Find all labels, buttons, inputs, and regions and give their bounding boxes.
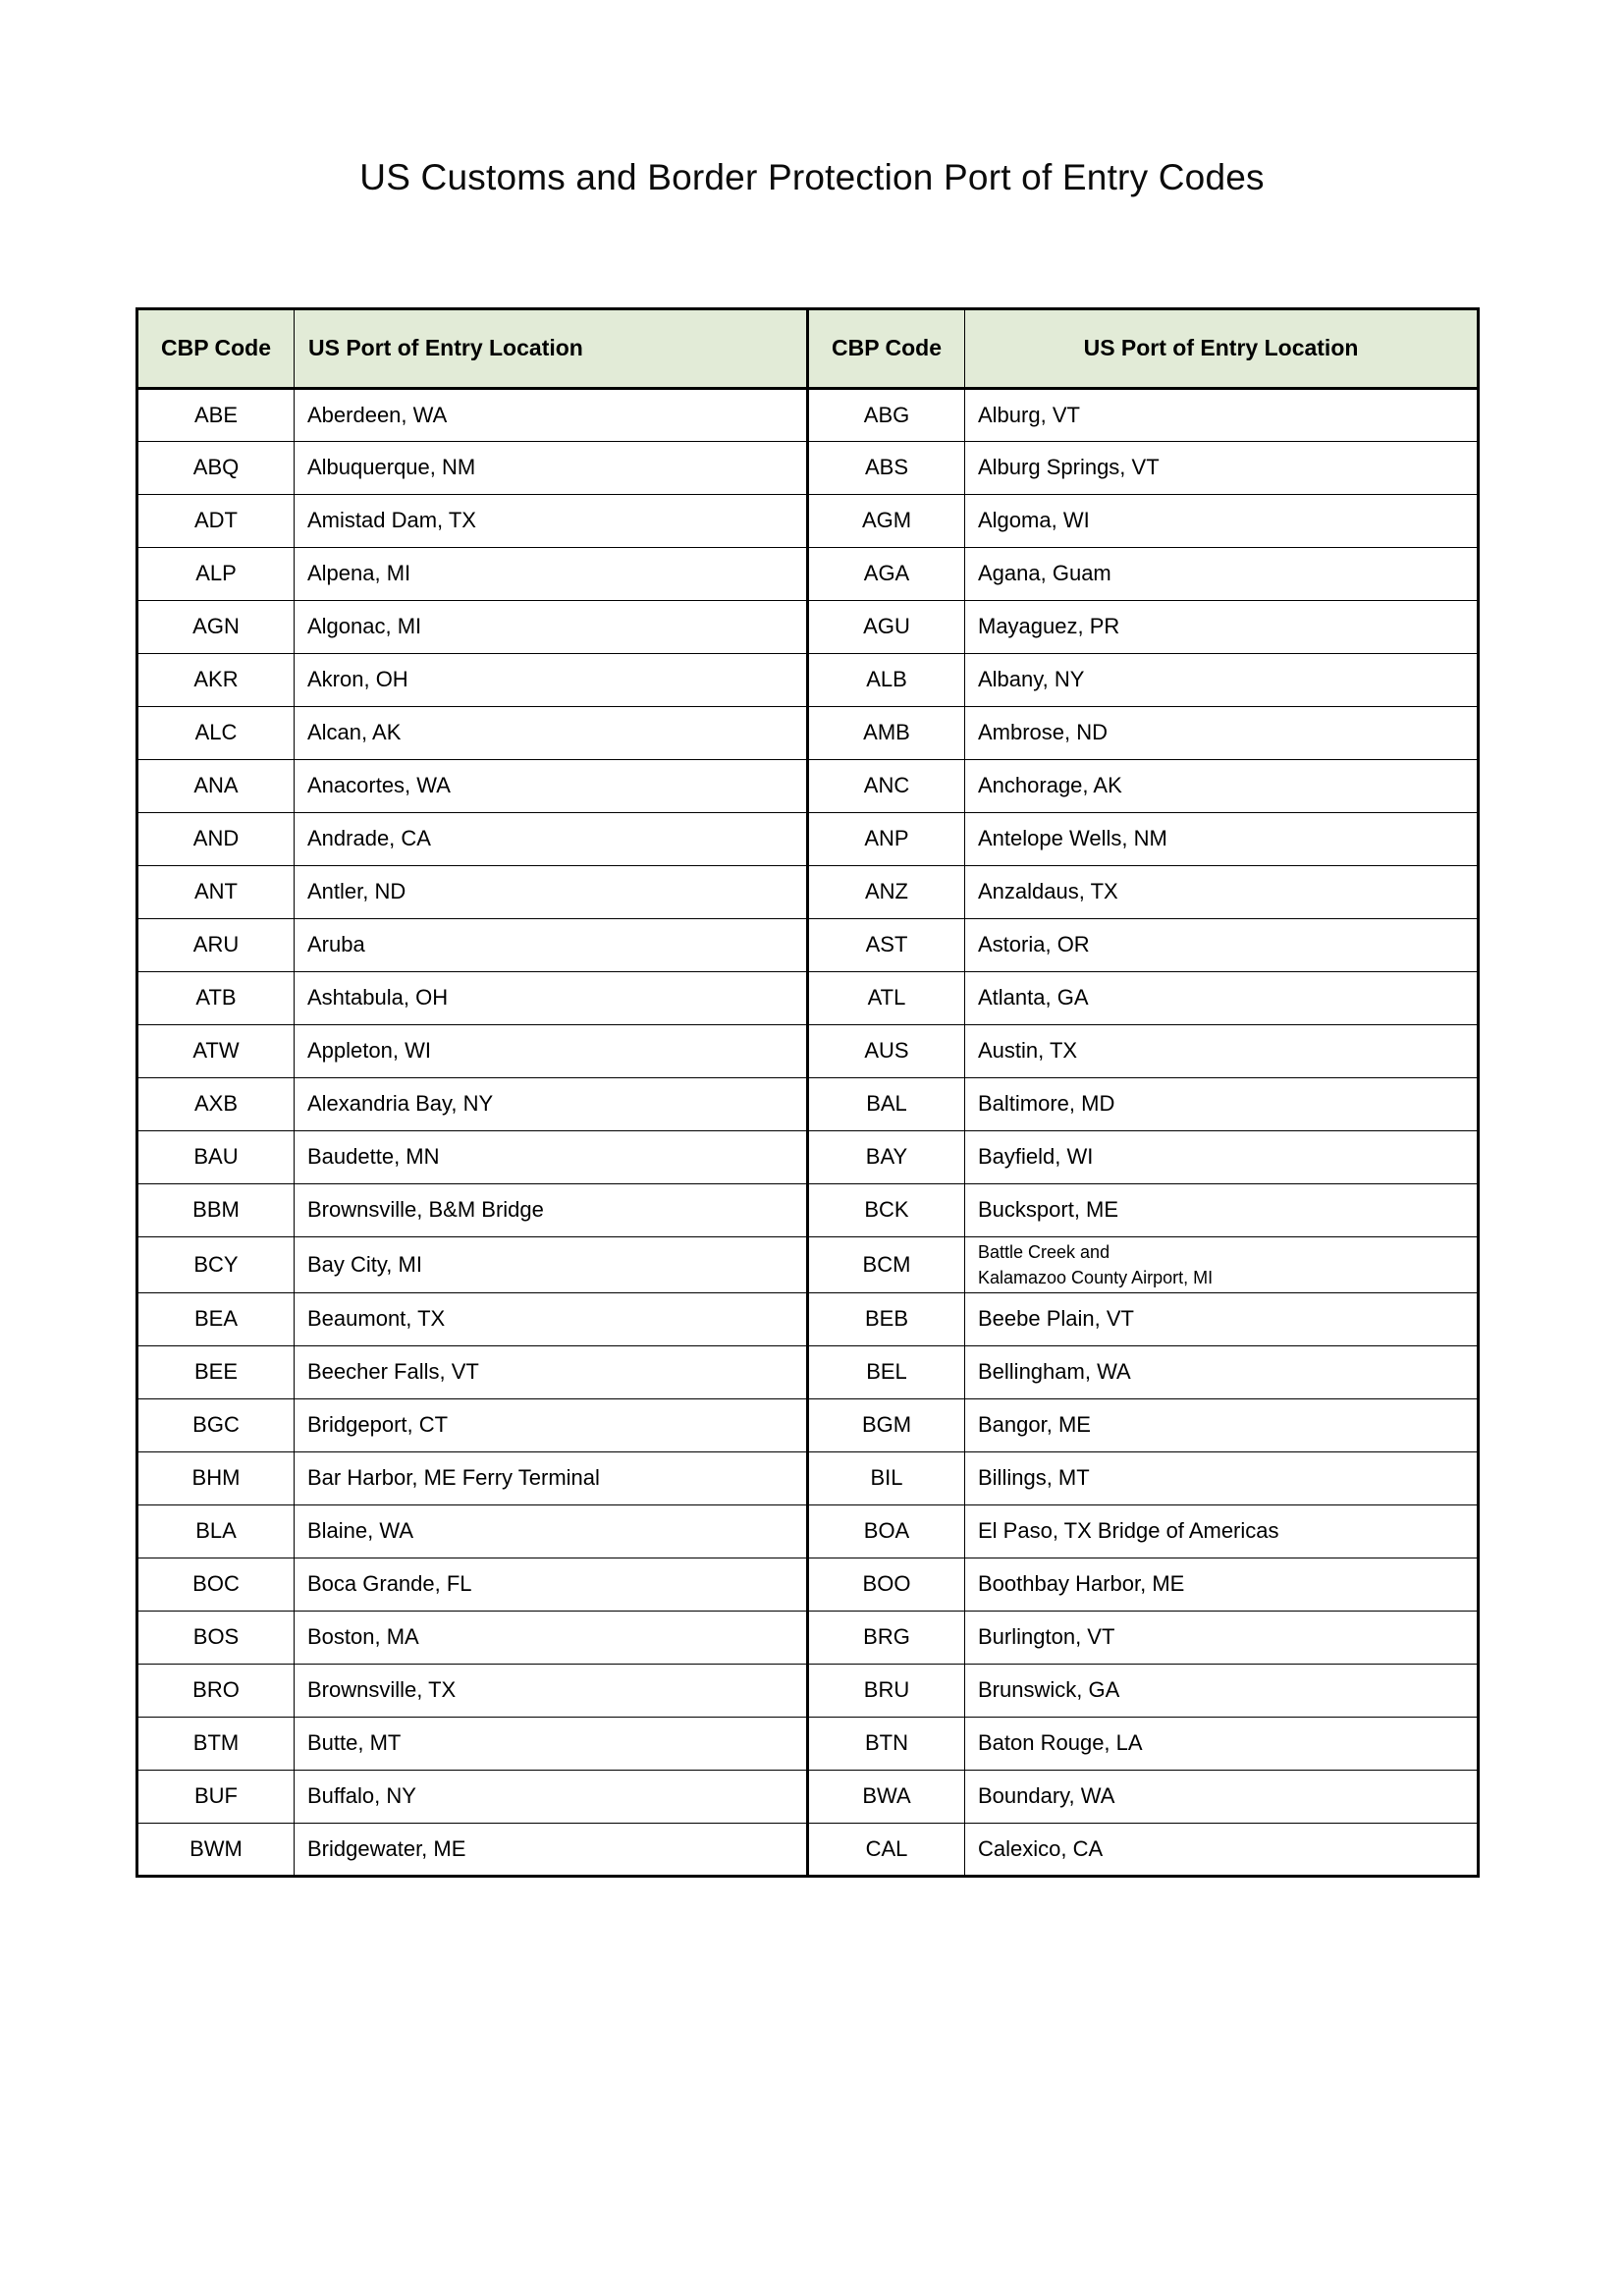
cell-cbp-code-right: BCK bbox=[808, 1184, 965, 1237]
cell-cbp-code-right: ALB bbox=[808, 654, 965, 707]
table-row bbox=[137, 495, 1479, 548]
cell-location-right: Calexico, CA bbox=[965, 1824, 1479, 1877]
table-row bbox=[137, 1558, 1479, 1612]
cell-cbp-code-right: BEL bbox=[808, 1346, 965, 1399]
cell-location-left: Akron, OH bbox=[295, 654, 808, 707]
table-row bbox=[137, 1771, 1479, 1824]
cell-location-left: Alcan, AK bbox=[295, 707, 808, 760]
cell-cbp-code-left: BHM bbox=[137, 1452, 295, 1505]
column-header-cbp-code-right: CBP Code bbox=[808, 309, 965, 389]
cell-cbp-code-left: ABQ bbox=[137, 442, 295, 495]
table-row bbox=[137, 1718, 1479, 1771]
cell-location-left: Alexandria Bay, NY bbox=[295, 1078, 808, 1131]
table-row bbox=[137, 1237, 1479, 1293]
cell-location-left: Boston, MA bbox=[295, 1612, 808, 1665]
cell-location-left: Brownsville, B&M Bridge bbox=[295, 1184, 808, 1237]
cell-location-right: Beebe Plain, VT bbox=[965, 1293, 1479, 1346]
cell-location-left: Albuquerque, NM bbox=[295, 442, 808, 495]
cell-cbp-code-left: ATW bbox=[137, 1025, 295, 1078]
column-header-location-left: US Port of Entry Location bbox=[295, 309, 808, 389]
cell-location-right: Billings, MT bbox=[965, 1452, 1479, 1505]
cell-cbp-code-left: ARU bbox=[137, 919, 295, 972]
table-row bbox=[137, 1612, 1479, 1665]
cell-cbp-code-left: BUF bbox=[137, 1771, 295, 1824]
cell-location-left: Bridgeport, CT bbox=[295, 1399, 808, 1452]
table-row bbox=[137, 813, 1479, 866]
table-row bbox=[137, 1078, 1479, 1131]
cell-cbp-code-left: BLA bbox=[137, 1505, 295, 1558]
cell-location-left: Amistad Dam, TX bbox=[295, 495, 808, 548]
cell-location-left: Butte, MT bbox=[295, 1718, 808, 1771]
cell-location-right: Atlanta, GA bbox=[965, 972, 1479, 1025]
cell-location-left: Beecher Falls, VT bbox=[295, 1346, 808, 1399]
cell-location-left: Boca Grande, FL bbox=[295, 1558, 808, 1612]
cell-location-right: Brunswick, GA bbox=[965, 1665, 1479, 1718]
cell-cbp-code-right: BOA bbox=[808, 1505, 965, 1558]
cell-cbp-code-left: ALP bbox=[137, 548, 295, 601]
cell-cbp-code-left: BOC bbox=[137, 1558, 295, 1612]
cell-location-right: Anzaldaus, TX bbox=[965, 866, 1479, 919]
cell-location-right: Boundary, WA bbox=[965, 1771, 1479, 1824]
cell-location-right bbox=[965, 1237, 1479, 1293]
cell-location-right: Bangor, ME bbox=[965, 1399, 1479, 1452]
cell-cbp-code-right: BWA bbox=[808, 1771, 965, 1824]
cell-location-left: Aruba bbox=[295, 919, 808, 972]
cell-cbp-code-left: BAU bbox=[137, 1131, 295, 1184]
cell-location-left: Alpena, MI bbox=[295, 548, 808, 601]
cell-location-right: El Paso, TX Bridge of Americas bbox=[965, 1505, 1479, 1558]
cell-cbp-code-left: AND bbox=[137, 813, 295, 866]
cell-cbp-code-left: BEA bbox=[137, 1293, 295, 1346]
cell-location-right: Burlington, VT bbox=[965, 1612, 1479, 1665]
cell-cbp-code-right: ABG bbox=[808, 389, 965, 442]
cell-location-left: Andrade, CA bbox=[295, 813, 808, 866]
cell-location-right: Mayaguez, PR bbox=[965, 601, 1479, 654]
cell-cbp-code-left: BGC bbox=[137, 1399, 295, 1452]
cell-location-left: Bar Harbor, ME Ferry Terminal bbox=[295, 1452, 808, 1505]
cell-location-right-line: Battle Creek and bbox=[978, 1242, 1110, 1262]
cell-location-right: Boothbay Harbor, ME bbox=[965, 1558, 1479, 1612]
cell-location-left: Bridgewater, ME bbox=[295, 1824, 808, 1877]
column-header-location-right: US Port of Entry Location bbox=[965, 309, 1479, 389]
table-row bbox=[137, 654, 1479, 707]
cell-cbp-code-right: BGM bbox=[808, 1399, 965, 1452]
cell-cbp-code-left: ALC bbox=[137, 707, 295, 760]
cell-location-left: Aberdeen, WA bbox=[295, 389, 808, 442]
cell-location-left: Beaumont, TX bbox=[295, 1293, 808, 1346]
table-row bbox=[137, 1399, 1479, 1452]
table-row bbox=[137, 919, 1479, 972]
cell-cbp-code-right: AUS bbox=[808, 1025, 965, 1078]
cell-cbp-code-left: AXB bbox=[137, 1078, 295, 1131]
cell-location-left: Anacortes, WA bbox=[295, 760, 808, 813]
table-row bbox=[137, 1131, 1479, 1184]
table-row bbox=[137, 548, 1479, 601]
cell-location-right: Alburg Springs, VT bbox=[965, 442, 1479, 495]
cell-cbp-code-right: BOO bbox=[808, 1558, 965, 1612]
table-row bbox=[137, 760, 1479, 813]
table-row bbox=[137, 1505, 1479, 1558]
cell-location-left: Baudette, MN bbox=[295, 1131, 808, 1184]
cell-cbp-code-right: ATL bbox=[808, 972, 965, 1025]
cell-cbp-code-right: BAL bbox=[808, 1078, 965, 1131]
cell-cbp-code-left: BWM bbox=[137, 1824, 295, 1877]
cell-cbp-code-right: BCM bbox=[808, 1237, 965, 1293]
table-row bbox=[137, 1184, 1479, 1237]
cell-cbp-code-right: AMB bbox=[808, 707, 965, 760]
cell-cbp-code-right: ANZ bbox=[808, 866, 965, 919]
cell-cbp-code-left: ATB bbox=[137, 972, 295, 1025]
cell-location-right: Albany, NY bbox=[965, 654, 1479, 707]
cell-cbp-code-right: BRU bbox=[808, 1665, 965, 1718]
table-row bbox=[137, 707, 1479, 760]
cell-cbp-code-right: BEB bbox=[808, 1293, 965, 1346]
cell-location-left: Antler, ND bbox=[295, 866, 808, 919]
table-row bbox=[137, 866, 1479, 919]
cell-cbp-code-right: BRG bbox=[808, 1612, 965, 1665]
table-header-row bbox=[137, 309, 1479, 389]
port-of-entry-table-container bbox=[135, 307, 1477, 1878]
cell-cbp-code-left: BTM bbox=[137, 1718, 295, 1771]
cell-cbp-code-left: BOS bbox=[137, 1612, 295, 1665]
cell-cbp-code-right: AGU bbox=[808, 601, 965, 654]
cell-cbp-code-left: ADT bbox=[137, 495, 295, 548]
table-row bbox=[137, 1824, 1479, 1877]
cell-cbp-code-left: AKR bbox=[137, 654, 295, 707]
cell-location-right: Bellingham, WA bbox=[965, 1346, 1479, 1399]
cell-cbp-code-left: BCY bbox=[137, 1237, 295, 1293]
cell-cbp-code-right: ANC bbox=[808, 760, 965, 813]
table-row bbox=[137, 442, 1479, 495]
cell-location-left: Algonac, MI bbox=[295, 601, 808, 654]
cell-location-right: Alburg, VT bbox=[965, 389, 1479, 442]
cell-cbp-code-right: BIL bbox=[808, 1452, 965, 1505]
cell-location-left: Bay City, MI bbox=[295, 1237, 808, 1293]
table-row bbox=[137, 601, 1479, 654]
column-header-cbp-code-left: CBP Code bbox=[137, 309, 295, 389]
page-title: US Customs and Border Protection Port of Entry Codes bbox=[359, 157, 1265, 197]
cell-cbp-code-left: BEE bbox=[137, 1346, 295, 1399]
cell-location-right: Baton Rouge, LA bbox=[965, 1718, 1479, 1771]
table-row bbox=[137, 1293, 1479, 1346]
table-row bbox=[137, 1665, 1479, 1718]
cell-cbp-code-left: BBM bbox=[137, 1184, 295, 1237]
table-row bbox=[137, 972, 1479, 1025]
cell-location-left: Brownsville, TX bbox=[295, 1665, 808, 1718]
table-row bbox=[137, 1346, 1479, 1399]
cell-location-right: Austin, TX bbox=[965, 1025, 1479, 1078]
cell-cbp-code-right: AST bbox=[808, 919, 965, 972]
cell-location-right: Baltimore, MD bbox=[965, 1078, 1479, 1131]
table-body bbox=[137, 389, 1479, 1877]
cell-location-left: Ashtabula, OH bbox=[295, 972, 808, 1025]
cell-cbp-code-left: ANT bbox=[137, 866, 295, 919]
cell-location-right: Antelope Wells, NM bbox=[965, 813, 1479, 866]
cell-cbp-code-right: BTN bbox=[808, 1718, 965, 1771]
table-row bbox=[137, 1452, 1479, 1505]
port-of-entry-code-table bbox=[135, 307, 1480, 1878]
cell-location-right: Algoma, WI bbox=[965, 495, 1479, 548]
cell-location-right: Bucksport, ME bbox=[965, 1184, 1479, 1237]
cell-location-right: Astoria, OR bbox=[965, 919, 1479, 972]
table-header bbox=[137, 309, 1479, 389]
cell-location-right: Agana, Guam bbox=[965, 548, 1479, 601]
cell-cbp-code-right: CAL bbox=[808, 1824, 965, 1877]
cell-location-left: Blaine, WA bbox=[295, 1505, 808, 1558]
cell-cbp-code-right: ABS bbox=[808, 442, 965, 495]
cell-cbp-code-right: BAY bbox=[808, 1131, 965, 1184]
cell-location-right: Anchorage, AK bbox=[965, 760, 1479, 813]
cell-location-right: Bayfield, WI bbox=[965, 1131, 1479, 1184]
cell-cbp-code-left: ABE bbox=[137, 389, 295, 442]
cell-cbp-code-right: ANP bbox=[808, 813, 965, 866]
cell-cbp-code-right: AGA bbox=[808, 548, 965, 601]
cell-location-left: Appleton, WI bbox=[295, 1025, 808, 1078]
table-row bbox=[137, 1025, 1479, 1078]
cell-location-left: Buffalo, NY bbox=[295, 1771, 808, 1824]
cell-cbp-code-right: AGM bbox=[808, 495, 965, 548]
cell-location-right: Ambrose, ND bbox=[965, 707, 1479, 760]
table-row bbox=[137, 389, 1479, 442]
cell-cbp-code-left: AGN bbox=[137, 601, 295, 654]
cell-cbp-code-left: ANA bbox=[137, 760, 295, 813]
cell-cbp-code-left: BRO bbox=[137, 1665, 295, 1718]
cell-location-right-line: Kalamazoo County Airport, MI bbox=[978, 1268, 1214, 1288]
